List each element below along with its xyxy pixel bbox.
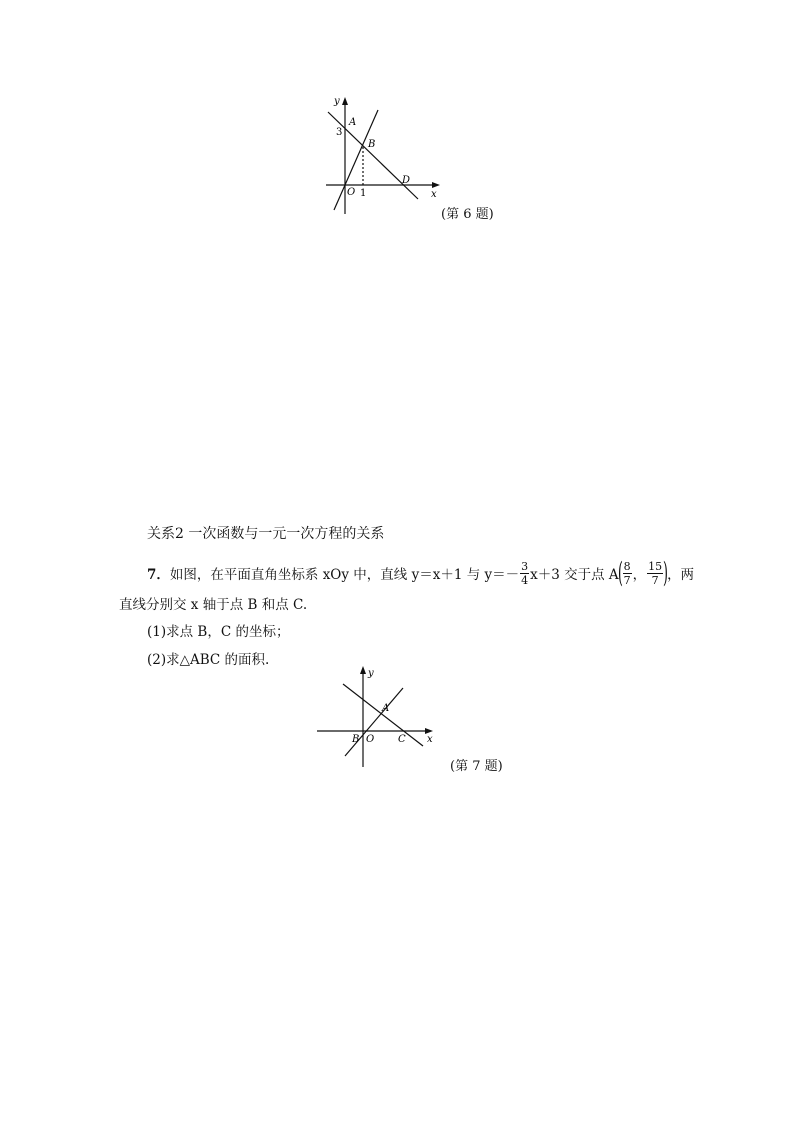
tick-3-label: 3 [336,127,343,138]
point-c-label: C [398,734,406,745]
x-axis-label: x [431,189,437,200]
y-axis-label: y [368,668,374,679]
problem-7-line-2: 直线分别交 x 轴于点 B 和点 C. [119,597,308,613]
x-arrow [432,182,440,188]
point-a-label: A [349,117,357,128]
problem-number: 7． [147,567,170,583]
problem-text-b: x＋3 交于点 A [530,567,619,583]
origin-label: O [366,734,375,745]
right-paren: ) [663,556,669,589]
figure-6-caption: (第 6 题) [441,207,494,222]
line-ba [345,688,403,756]
y-arrow [342,97,348,105]
left-paren: ( [617,556,623,589]
point-a-label: A [382,703,390,714]
tick-1-label: 1 [360,188,367,199]
sub-question-1: (1)求点 B，C 的坐标； [147,624,290,640]
fraction-8-7 [623,560,632,587]
fraction-numerator: 15 [648,559,663,573]
x-axis-label: x [427,734,433,745]
figure-7-caption: (第 7 题) [450,759,503,774]
section-title: 关系2 一次函数与一元一次方程的关系 [147,526,385,542]
fraction-denominator: 4 [521,573,529,587]
problem-7-line-1 [147,556,694,590]
point-d-label: D [402,175,411,186]
sub-question-2: (2)求△ABC 的面积. [147,652,270,668]
y-axis-label: y [334,96,340,107]
problem-text-c: ，两 [667,567,695,583]
origin-label: O [347,187,356,198]
fraction-numerator: 3 [521,559,529,573]
fraction-denominator: 7 [623,573,631,587]
point-b-label: B [352,734,360,745]
coordinate-comma: ， [632,567,647,583]
point-b-label: B [368,139,376,150]
fraction-15-7 [647,560,663,587]
fraction-denominator: 7 [651,573,659,587]
fraction-numerator: 8 [623,559,631,573]
y-arrow [360,666,366,674]
fraction-3-4 [520,560,529,587]
problem-text-a: 如图，在平面直角坐标系 xOy 中，直线 y＝x＋1 与 y＝－ [169,567,520,583]
